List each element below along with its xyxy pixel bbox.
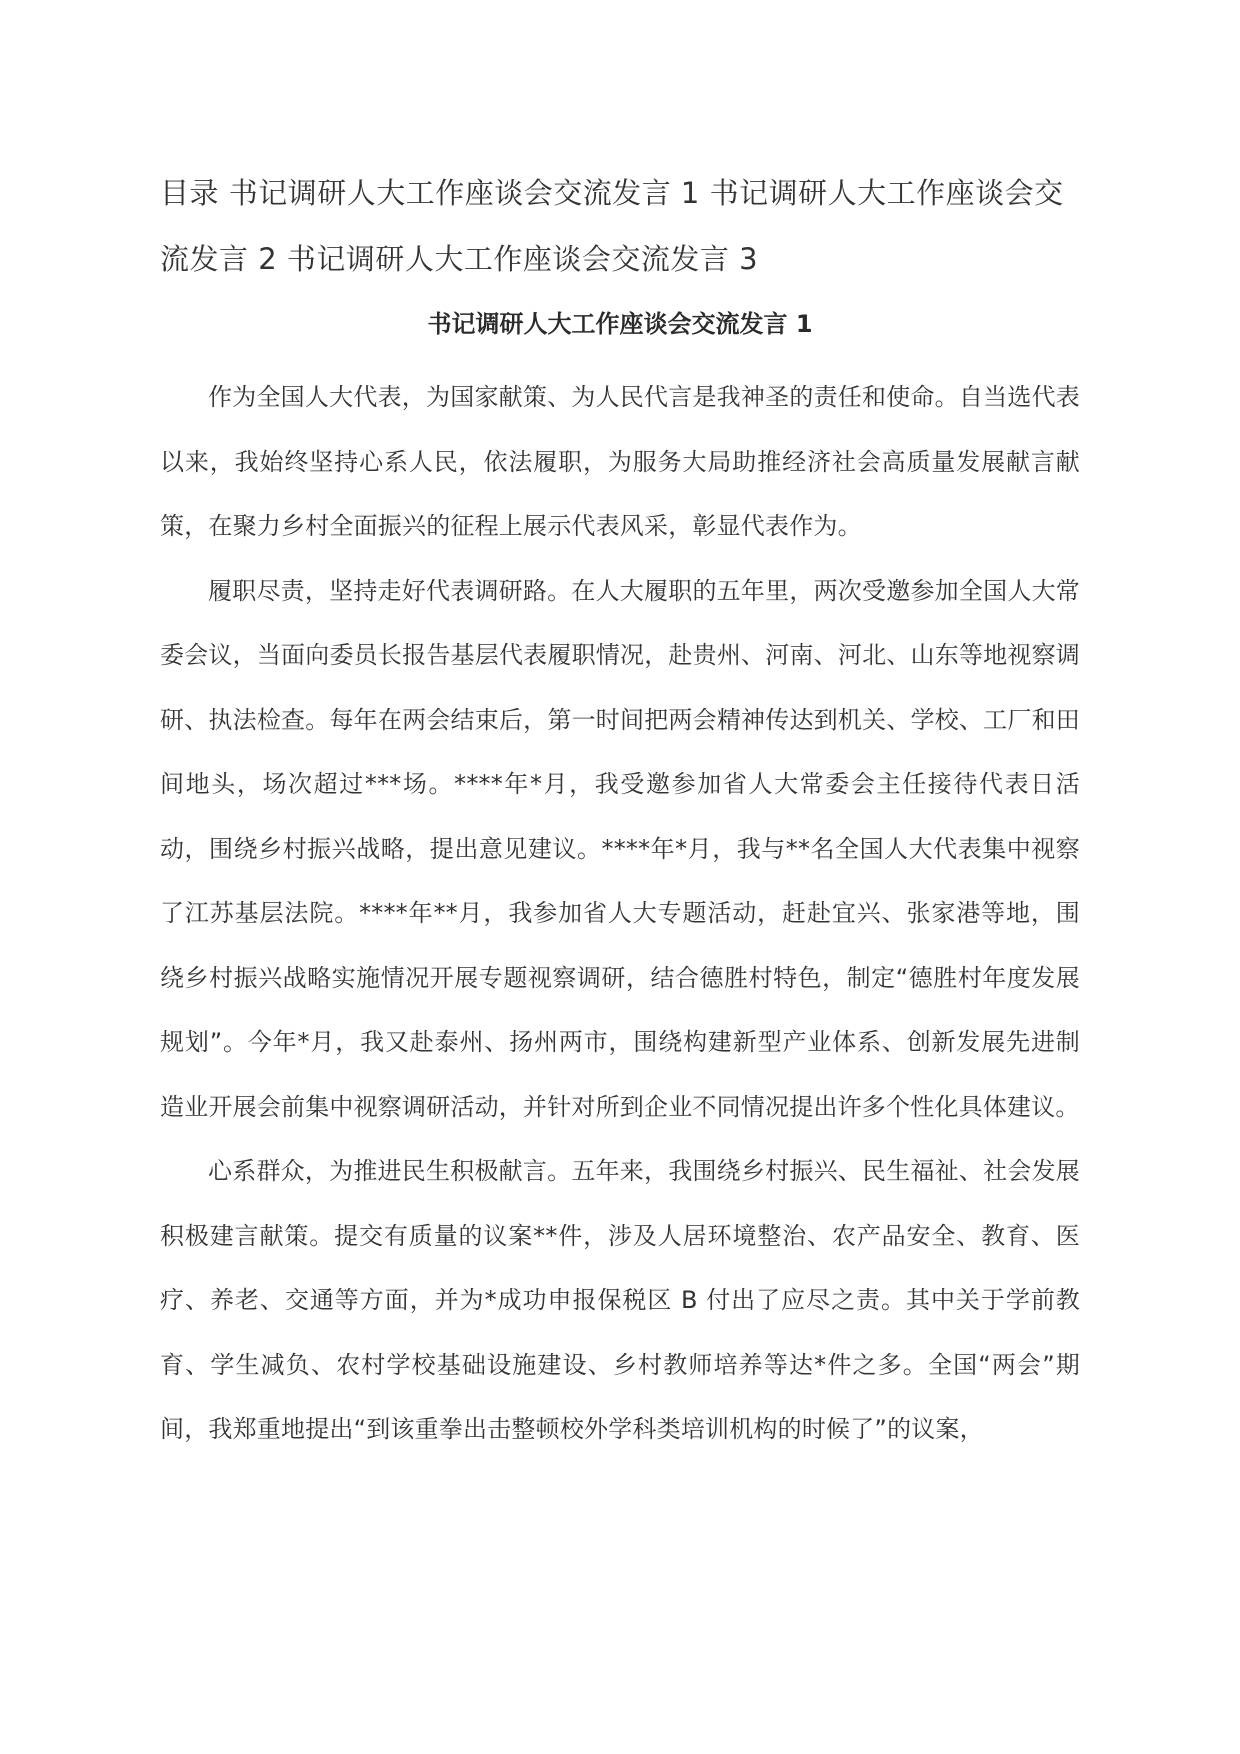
- paragraph: 心系群众，为推进民生积极献言。五年来，我围绕乡村振兴、民生福祉、社会发展积极建言献策。提交有质量的议案**件，涉及人居环境整治、农产品安全、教育、医疗、养老、交通等方面，并为*成功申报保税区 B 付出了应尽之责。其中关于学前教育、学生减负、农村学校基础设施建设、乡村教师培养等达*件之多。全国“两会”期间，我郑重地提出“到该重拳出击整顿校外学科类培训机构的时候了”的议案，: [160, 1157, 1080, 1443]
- table-of-contents: 目录 书记调研人大工作座谈会交流发言 1 书记调研人大工作座谈会交流发言 2 书记调研人大工作座谈会交流发言 3: [160, 176, 1064, 276]
- document-body: [160, 365, 1080, 1462]
- paragraph: 履职尽责，坚持走好代表调研路。在人大履职的五年里，两次受邀参加全国人大常委会议，当面向委员长报告基层代表履职情况，赴贵州、河南、河北、山东等地视察调研、执法检查。每年在两会结束后，第一时间把两会精神传达到机关、学校、工厂和田间地头，场次超过***场。****年*月，我受邀参加省人大常委会主任接待代表日活动，围绕乡村振兴战略，提出意见建议。****年*月，我与**名全国人大代表集中视察了江苏基层法院。****年**月，我参加省人大专题活动，赶赴宜兴、张家港等地，围绕乡村振兴战略实施情况开展专题视察调研，结合德胜村特色，制定“德胜村年度发展规划”。今年*月，我又赴泰州、扬州两市，围绕构建新型产业体系、创新发展先进制造业开展会前集中视察调研活动，并针对所到企业不同情况提出许多个性化具体建议。: [160, 576, 1080, 1121]
- section-title: 书记调研人大工作座谈会交流发言 1: [427, 310, 813, 338]
- paragraph: 作为全国人大代表，为国家献策、为人民代言是我神圣的责任和使命。自当选代表以来，我始终坚持心系人民，依法履职，为服务大局助推经济社会高质量发展献言献策，在聚力乡村全面振兴的征程上展示代表风采，彰显代表作为。: [160, 383, 1080, 540]
